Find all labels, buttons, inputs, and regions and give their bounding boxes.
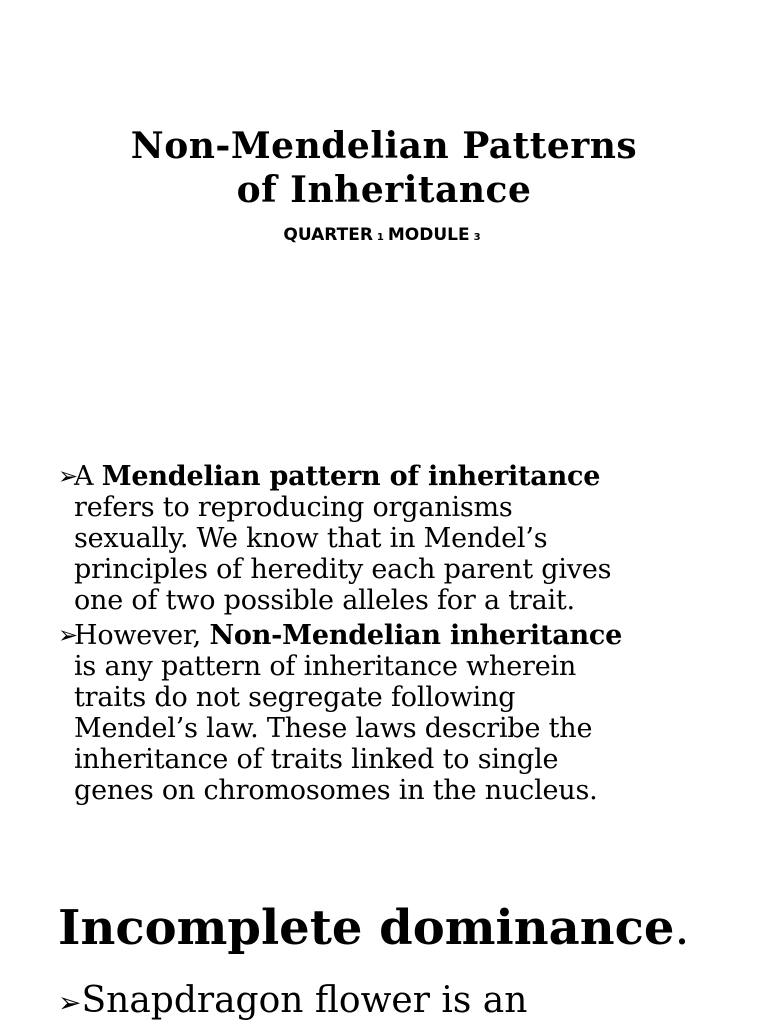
section-heading bbox=[58, 898, 690, 958]
arrow-bullet-icon: ➢ bbox=[58, 621, 78, 649]
bullet-line: sexually. We know that in Mendel’s bbox=[74, 523, 548, 554]
subtitle-quarter-number: 1 bbox=[376, 232, 384, 243]
arrow-bullet-icon: ➢ bbox=[58, 986, 82, 1019]
bullet-line: inheritance of traits linked to single bbox=[74, 744, 559, 775]
bullet-non-mendelian bbox=[58, 620, 758, 806]
bullet-bold-term: Non-Mendelian inheritance bbox=[209, 620, 623, 651]
bullet-line: Mendel’s law. These laws describe the bbox=[74, 713, 593, 744]
arrow-bullet-icon: ➢ bbox=[58, 462, 78, 490]
page-title-line-2: of Inheritance bbox=[236, 169, 532, 211]
section-heading-dot: . bbox=[674, 900, 690, 956]
bullet-line: is any pattern of inheritance wherein bbox=[74, 651, 577, 682]
bullet-prefix: A bbox=[74, 461, 102, 492]
subtitle-module-number: 3 bbox=[473, 232, 481, 243]
bullet-snapdragon bbox=[58, 978, 527, 1024]
page-title-line-1: Non-Mendelian Patterns bbox=[130, 125, 638, 167]
bullet-line: refers to reproducing organisms bbox=[74, 492, 513, 523]
bullet-line: one of two possible alleles for a trait. bbox=[74, 585, 575, 616]
section-heading-text: Incomplete dominance bbox=[58, 900, 675, 956]
bullet-line: traits do not segregate following bbox=[74, 682, 516, 713]
bullet-list bbox=[58, 461, 758, 810]
bullet-prefix: However, bbox=[74, 620, 210, 651]
bullet-line: genes on chromosomes in the nucleus. bbox=[74, 775, 598, 806]
subtitle bbox=[0, 224, 768, 249]
bullet-snapdragon-text: Snapdragon flower is an bbox=[81, 980, 528, 1021]
bullet-mendelian bbox=[58, 461, 758, 616]
title-block bbox=[0, 124, 768, 249]
subtitle-module: MODULE bbox=[387, 225, 470, 245]
subtitle-quarter: QUARTER bbox=[283, 225, 373, 245]
bullet-bold-term: Mendelian pattern of inheritance bbox=[101, 461, 601, 492]
bullet-line: principles of heredity each parent gives bbox=[74, 554, 612, 585]
